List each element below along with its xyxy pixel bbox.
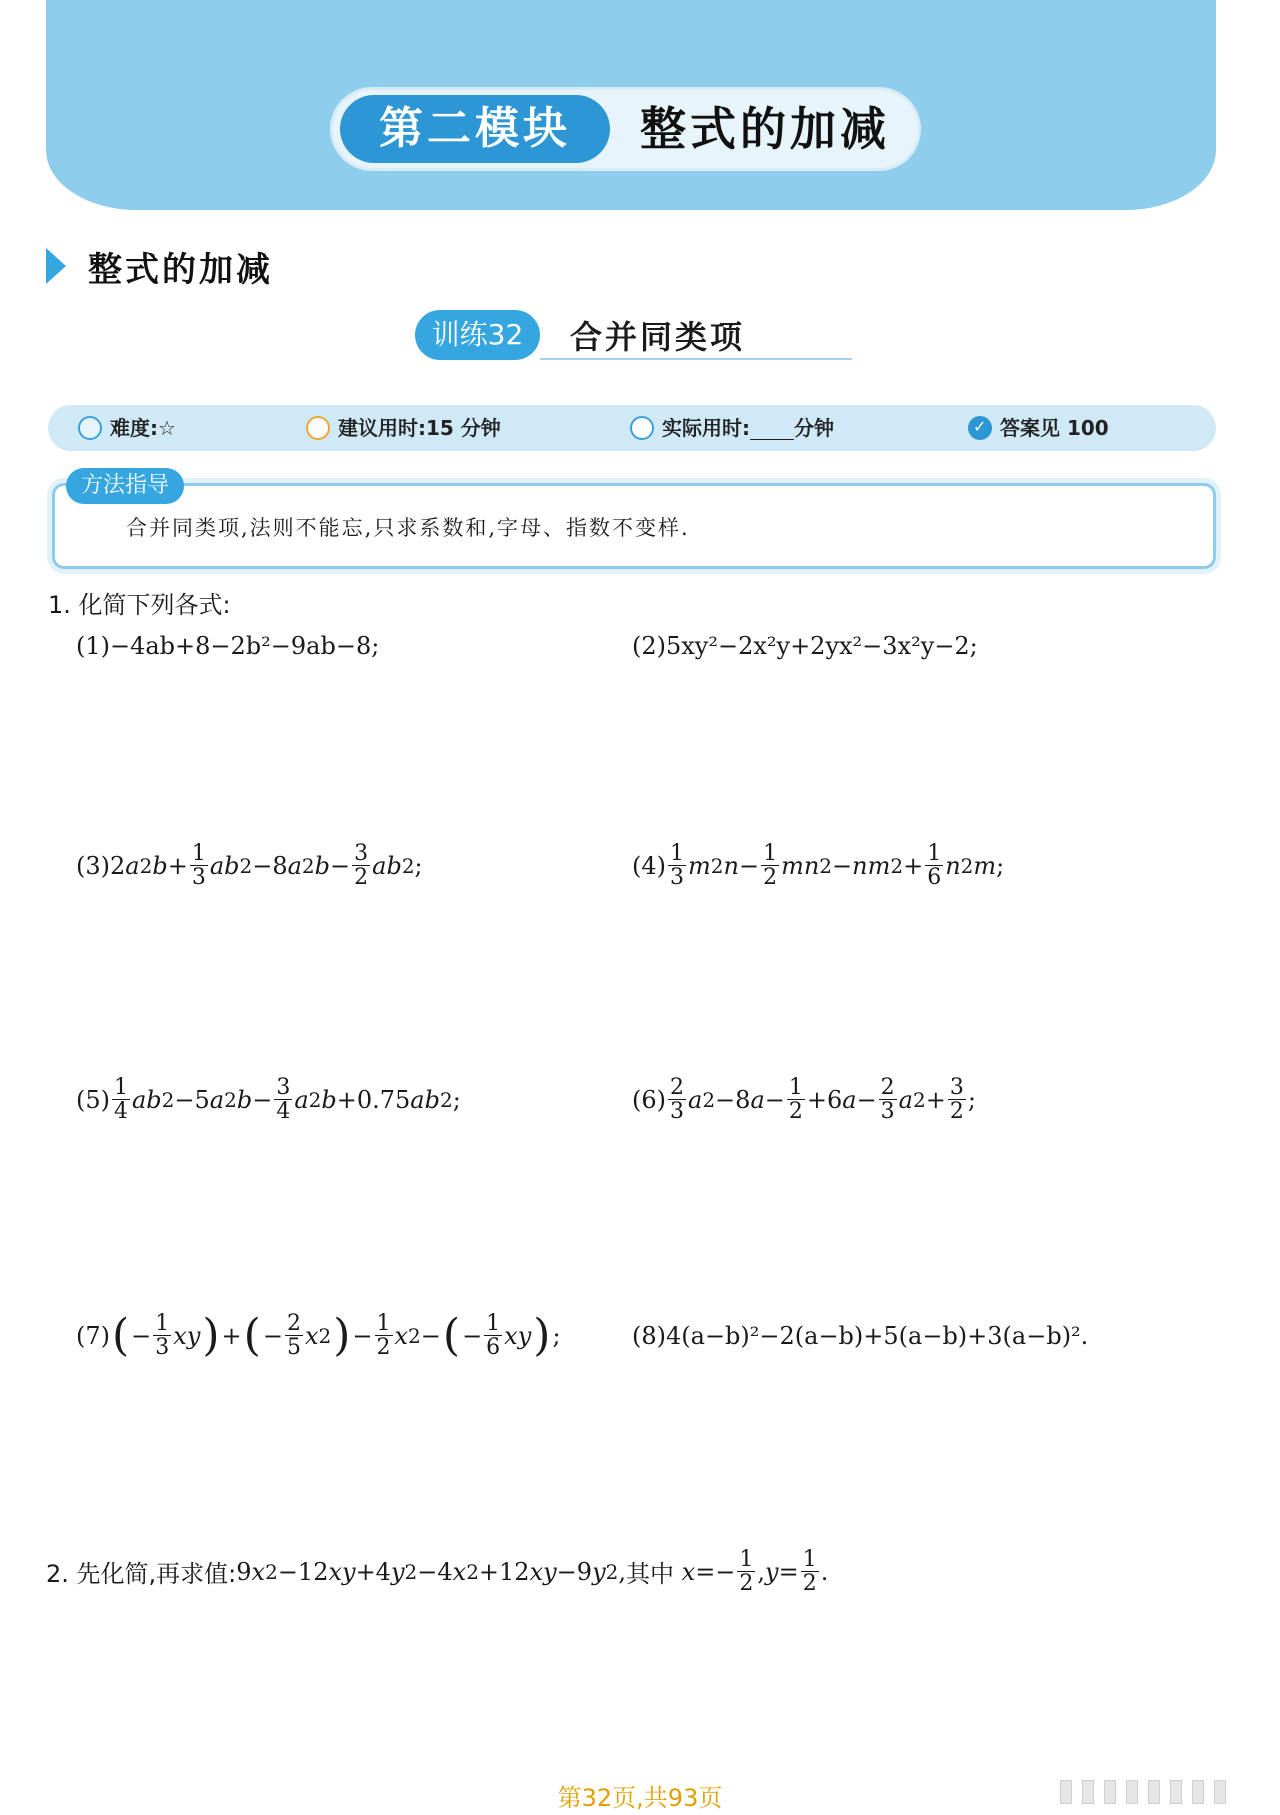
method-tag: 方法指导 [66,468,184,504]
barcode-decoration [1060,1780,1260,1806]
actual-time: 实际用时: 分钟 [630,405,834,451]
problem-4: (4) $\frac{1}{3}$ m 2 n − $\frac{1}{2}$ mn 2 − nm 2 + $\frac{1}{6}$ n 2 m ; [632,841,1005,891]
section-title: 整式的加减 [88,250,273,290]
difficulty-icon [78,416,102,440]
section-marker-icon [46,248,66,284]
method-text: 合并同类项,法则不能忘,只求系数和,字母、指数不变样. [126,516,690,540]
check-icon [968,416,992,440]
problem-2: (2)5xy²−2x²y+2yx²−3x²y−2; [632,632,978,660]
question-1-heading: 1. 化简下列各式: [48,591,231,619]
module-title: 整式的加减 [640,102,890,156]
problem-3: (3) 2 a 2 b + $\frac{1}{3}$ ab 2 −8 a 2 b − $\frac{3}{2}$ ab 2 ; [76,841,423,891]
timer-icon [630,416,654,440]
page-indicator: 第32页,共93页 [557,1784,723,1812]
problem-5: (5) $\frac{1}{4}$ ab 2 −5 a 2 b − $\frac{3}{4}$ a 2 b +0.75 ab 2 ; [76,1075,461,1125]
problem-1: (1)−4ab+8−2b²−9ab−8; [76,632,380,660]
training-underline [540,358,852,360]
difficulty: 难度:☆ [78,405,176,451]
alarm-clock-icon [306,416,330,440]
training-title: 合并同类项 [570,318,746,356]
problem-8: (8)4(a−b)²−2(a−b)+5(a−b)+3(a−b)². [632,1322,1089,1350]
module-label: 第二模块 [340,95,610,163]
suggested-time: 建议用时:15 分钟 [306,405,501,451]
actual-time-blank[interactable] [750,419,794,440]
problem-6: (6) $\frac{2}{3}$ a 2 −8 a − $\frac{1}{2}$ +6 a − $\frac{2}{3}$ a 2 + $\frac{3}{2}$ ; [632,1075,976,1125]
question-2: 2. 先化简,再求值: 9 x 2 −12 xy +4 y 2 −4 x 2 +12 xy −9 y 2 , 其中 x =− $\frac{1}{2}$ , y = $\frac{1}{2}$ . [46,1547,829,1597]
training-badge: 训练32 [415,310,540,360]
problem-7: (7) ( − $\frac{1}{3}$ xy ) + ( − $\frac{2}{5}$ x 2 ) − $\frac{1}{2}$ x 2 − ( − $\frac{1}{6}$ xy ) ; [76,1309,561,1361]
answer-ref: ✓ 答案见 100 [968,405,1109,451]
